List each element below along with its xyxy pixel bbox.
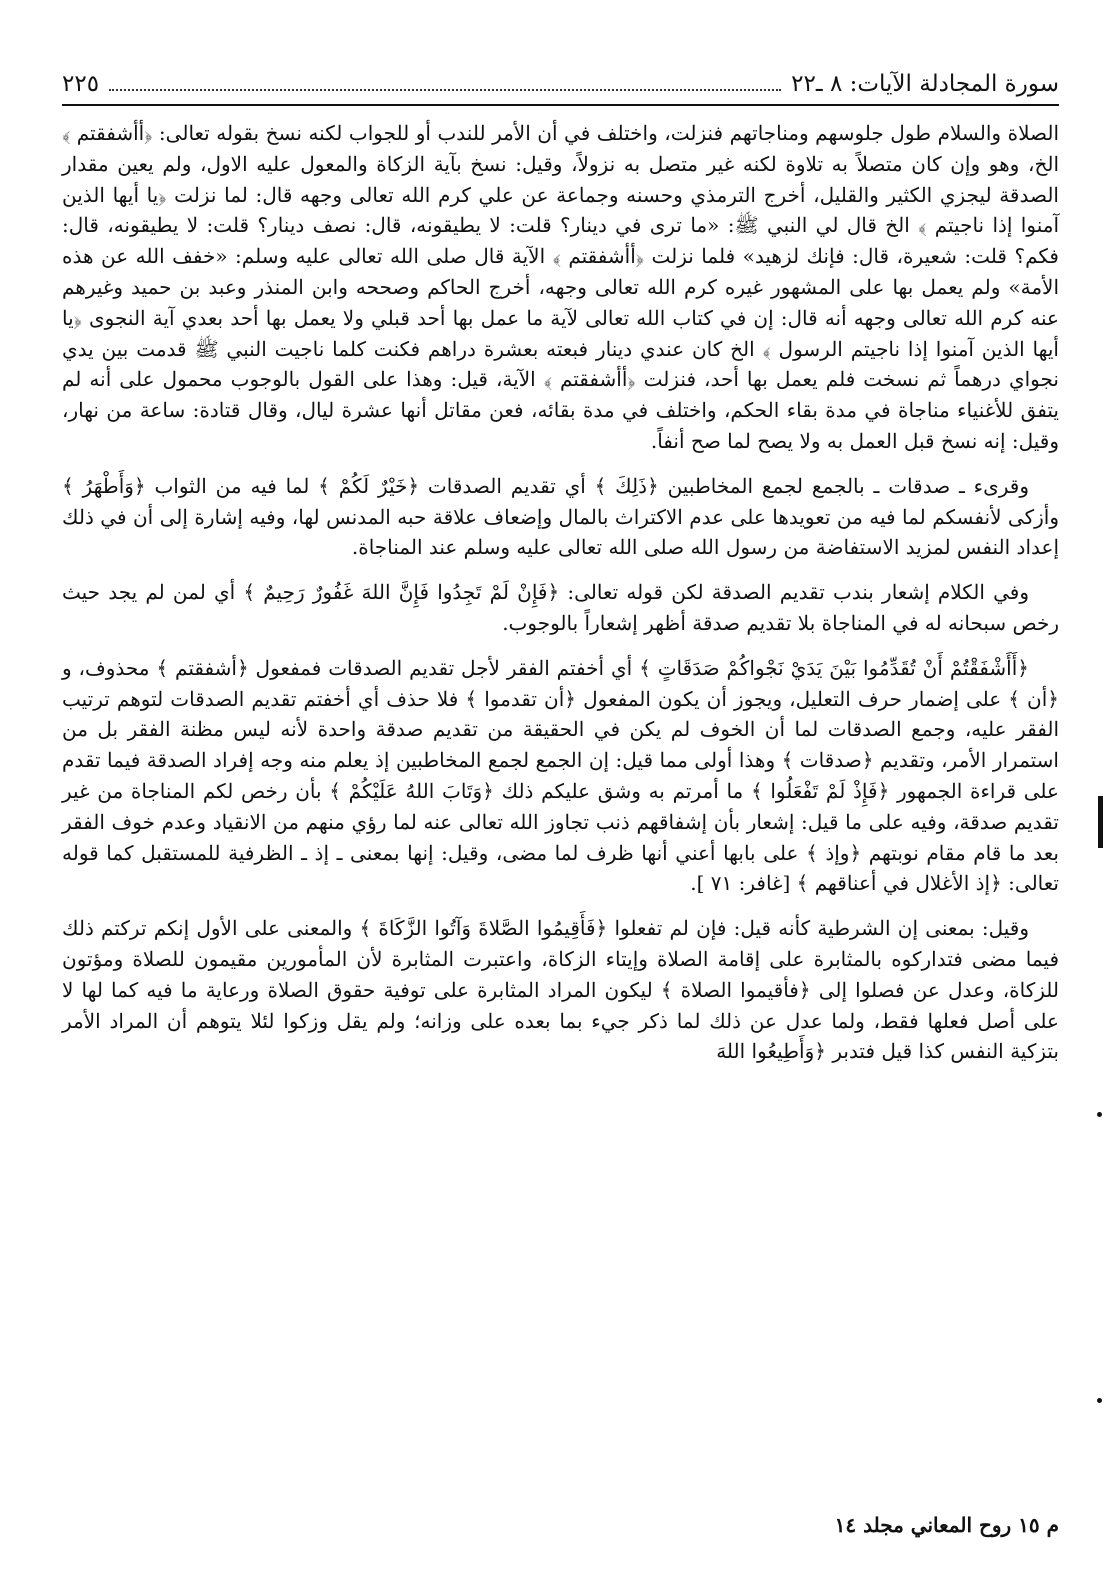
running-header xyxy=(62,66,1059,106)
scan-edge-mark xyxy=(1098,796,1103,848)
paragraph: وقيل: بمعنى إن الشرطية كأنه قيل: فإن لم تفعلوا ﴿فَأَقِيمُوا الصَّلاةَ وَآتُوا الزَّكَاةَ ﴾ والمعنى على الأول إنكم تركتم ذلك فيما مضى فتداركوه بالمثابرة على إقامة الصلاة وإيتاء الزكاة، واعتبرت المثابرة لأن المأمورين مقيمون للصلاة ومؤتون للزكاة، وعدل عن فصلوا إلى ﴿فأقيموا الصلاة ﴾ ليكون المراد المثابرة على توفية حقوق الصلاة ورعاية ما فيه كما لها لا على أصل فعلها فقط، ولما عدل عن ذلك لما ذكر جيء بما بعده على وزانه؛ ولم يقل وزكوا لئلا يتوهم أن المراد الأمر بتزكية النفس كذا قيل فتدبر ﴿وَأَطِيعُوا اللهَ xyxy=(62,916,1059,1064)
running-title: سورة المجادلة الآيات: ٨ ـ٢٢ xyxy=(791,71,1059,97)
paragraph: وقرىء ـ صدقات ـ بالجمع لجمع المخاطبين ﴿ذَلِكَ ﴾ أي تقديم الصدقات ﴿خَيْرٌ لَكُمْ ﴾ لما فيه من الثواب ﴿وَأَطْهَرُ ﴾ وأزكى لأنفسكم لما فيه من تعويدها على عدم الاكتراث بالمال وإضعاف علاقة حبه المدنس لها، وفيه إشارة إلى أن في ذلك إعداد النفس لمزيد الاستفاضة من رسول الله صلى الله تعالى عليه وسلم عند المناجاة. xyxy=(62,473,1059,560)
scan-edge-dot xyxy=(1097,1112,1102,1117)
paragraph: ﴿أَأَشْفَقْتُمْ أَنْ تُقَدِّمُوا بَيْنَ يَدَيْ نَجْواكُمْ صَدَقَاتٍ ﴾ أي أخفتم الفقر لأجل تقديم الصدقات فمفعول ﴿أشفقتم ﴾ محذوف، و ﴿أن ﴾ على إضمار حرف التعليل، ويجوز أن يكون المفعول ﴿أن تقدموا ﴾ فلا حذف أي أخفتم تقديم الصدقات لتوهم ترتيب الفقر عليه، وجمع الصدقات لما أن الخوف لم يكن في الحقيقة من تقديم صدقة واحدة لأنه ليس مظنة الفقر بل من استمرار الأمر، وتقديم ﴿صدقات ﴾ وهذا أولى مما قيل: إن الجمع لجمع المخاطبين إذ يعلم منه وجه إفراد الصدقة فيما تقدم على قراءة الجمهور ﴿فَإِذْ لَمْ تَفْعَلُوا ﴾ ما أمرتم به وشق عليكم ذلك ﴿وَتَابَ اللهُ عَلَيْكُمْ ﴾ بأن رخص لكم المناجاة من غير تقديم صدقة، وفيه على ما قيل: إشعار بأن إشفاقهم ذنب تجاوز الله تعالى عنه لما رؤي منهم من الانقياد وعدم خوف الفقر بعد ما قام مقام نوبتهم ﴿وإذ ﴾ على بابها أعني أنها ظرف لما مضى، وقيل: إنها بمعنى ـ إذ ـ الظرفية للمستقبل كما قوله تعالى: ﴿إذ الأغلال في أعناقهم ﴾ [غافر: ٧١ ]. xyxy=(62,655,1059,896)
signature-footer: م ١٥ روح المعاني مجلد ١٤ xyxy=(834,1513,1059,1537)
page-number: ٢٢٥ xyxy=(62,71,100,97)
header-leader-dots xyxy=(109,88,781,91)
body-text xyxy=(62,118,1059,1081)
paragraph: الصلاة والسلام طول جلوسهم ومناجاتهم فنزلت، واختلف في أن الأمر للندب أو للجواب لكنه نسخ بقوله تعالى: ﴿أأشفقتم ﴾ الخ، وهو وإن كان متصلاً به تلاوة لكنه غير متصل به نزولاً، وقيل: نسخ بآية الزكاة والمعول عليه الاول، ولم يعين مقدار الصدقة ليجزي الكثير والقليل، أخرج الترمذي وحسنه وجماعة عن علي كرم الله تعالى وجهه قال: لما نزلت ﴿يا أيها الذين آمنوا إذا ناجيتم ﴾ الخ قال لي النبي ﷺ: «ما ترى في دينار؟ قلت: لا يطيقونه، قال: نصف دينار؟ قلت: لا يطيقونه، قال: فكم؟ قلت: شعيرة، قال: فإنك لزهيد» فلما نزلت ﴿أأشفقتم ﴾ الآية قال صلى الله تعالى عليه وسلم: «خفف الله عن هذه الأمة» ولم يعمل بها على المشهور غيره كرم الله تعالى وجهه، أخرج الحاكم وصححه وابن المنذر وعبد بن حميد وغيرهم عنه كرم الله تعالى وجهه أنه قال: إن في كتاب الله تعالى لآية ما عمل بها أحد قبلي ولا يعمل بها أحد بعدي آية النجوى ﴿يا أيها الذين آمنوا إذا ناجيتم الرسول ﴾ الخ كان عندي دينار فبعته بعشرة دراهم فكنت كلما ناجيت النبي ﷺ قدمت بين يدي نجواي درهماً ثم نسخت فلم يعمل بها أحد، فنزلت ﴿أأشفقتم ﴾ الآية، قيل: وهذا على القول بالوجوب محمول على أنه لم يتفق للأغنياء مناجاة في مدة بقاء الحكم، واختلف في مدة بقائه، فعن مقاتل أنها عشرة ليال، وقال قتادة: ساعة من نهار، وقيل: إنه نسخ قبل العمل به ولا يصح لما صح أنفاً. xyxy=(62,121,1059,453)
scan-edge-dot xyxy=(1097,1398,1102,1403)
paragraph: وفي الكلام إشعار بندب تقديم الصدقة لكن قوله تعالى: ﴿فَإِنْ لَمْ تَجِدُوا فَإِنَّ اللهَ غَفُورٌ رَحِيمٌ ﴾ أي لمن لم يجد حيث رخص سبحانه له في المناجاة بلا تقديم صدقة أظهر إشعاراً بالوجوب. xyxy=(62,580,1059,635)
